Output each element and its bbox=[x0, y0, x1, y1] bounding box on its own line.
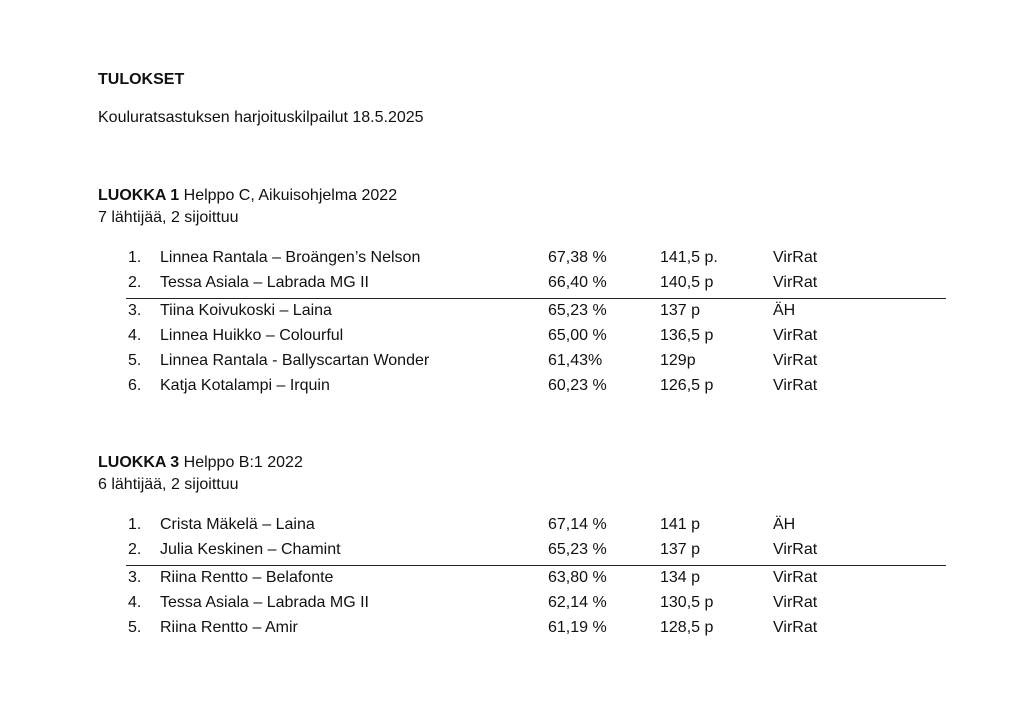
club-cell: VirRat bbox=[773, 594, 818, 611]
percentage-cell: 67,38 % bbox=[548, 249, 607, 266]
table-row bbox=[98, 593, 958, 618]
club-cell: VirRat bbox=[773, 541, 818, 558]
percentage-cell: 61,19 % bbox=[548, 619, 607, 636]
rider-horse-cell: Tiina Koivukoski – Laina bbox=[160, 302, 332, 319]
results-table bbox=[98, 515, 958, 643]
rank-cell: 4. bbox=[128, 327, 142, 344]
points-cell: 141 p bbox=[660, 516, 701, 533]
class-label: LUOKKA 1 bbox=[98, 187, 180, 204]
table-row bbox=[98, 299, 958, 326]
points-cell: 130,5 p bbox=[660, 594, 714, 611]
points-cell: 137 p bbox=[660, 541, 701, 558]
points-cell: 129p bbox=[660, 352, 696, 369]
rank-cell: 5. bbox=[128, 619, 142, 636]
table-row bbox=[98, 273, 958, 298]
percentage-cell: 65,00 % bbox=[548, 327, 607, 344]
points-cell: 126,5 p bbox=[660, 377, 714, 394]
percentage-cell: 66,40 % bbox=[548, 274, 607, 291]
rider-horse-cell: Riina Rentto – Amir bbox=[160, 619, 298, 636]
class-label: LUOKKA 3 bbox=[98, 454, 180, 471]
table-row bbox=[98, 540, 958, 565]
percentage-cell: 62,14 % bbox=[548, 594, 607, 611]
percentage-cell: 65,23 % bbox=[548, 302, 607, 319]
rider-horse-cell: Linnea Rantala – Broängen’s Nelson bbox=[160, 249, 421, 266]
rider-horse-cell: Riina Rentto – Belafonte bbox=[160, 569, 334, 586]
starters-info: 7 lähtijää, 2 sijoittuu bbox=[98, 209, 239, 226]
club-cell: VirRat bbox=[773, 352, 818, 369]
rank-cell: 2. bbox=[128, 274, 142, 291]
results-table bbox=[98, 248, 958, 401]
club-cell: VirRat bbox=[773, 274, 818, 291]
club-cell: VirRat bbox=[773, 569, 818, 586]
club-cell: VirRat bbox=[773, 377, 818, 394]
rider-horse-cell: Katja Kotalampi – Irquin bbox=[160, 377, 330, 394]
class-program: Helppo C, Aikuisohjelma 2022 bbox=[179, 187, 398, 204]
points-cell: 137 p bbox=[660, 302, 701, 319]
points-cell: 128,5 p bbox=[660, 619, 714, 636]
club-cell: ÄH bbox=[773, 516, 796, 533]
table-row bbox=[98, 515, 958, 540]
section-heading bbox=[98, 186, 958, 208]
percentage-cell: 61,43% bbox=[548, 352, 603, 369]
rider-horse-cell: Julia Keskinen – Chamint bbox=[160, 541, 341, 558]
percentage-cell: 67,14 % bbox=[548, 516, 607, 533]
points-cell: 140,5 p bbox=[660, 274, 714, 291]
rank-cell: 4. bbox=[128, 594, 142, 611]
rank-cell: 2. bbox=[128, 541, 142, 558]
rank-cell: 3. bbox=[128, 302, 142, 319]
table-row bbox=[98, 566, 958, 593]
percentage-cell: 65,23 % bbox=[548, 541, 607, 558]
points-cell: 141,5 p. bbox=[660, 249, 718, 266]
table-row bbox=[98, 326, 958, 351]
club-cell: VirRat bbox=[773, 327, 818, 344]
rider-horse-cell: Linnea Huikko – Colourful bbox=[160, 327, 344, 344]
points-cell: 134 p bbox=[660, 569, 701, 586]
club-cell: VirRat bbox=[773, 619, 818, 636]
rider-horse-cell: Crista Mäkelä – Laina bbox=[160, 516, 315, 533]
table-row bbox=[98, 351, 958, 376]
starters-info: 6 lähtijää, 2 sijoittuu bbox=[98, 476, 239, 493]
table-row bbox=[98, 618, 958, 643]
rank-cell: 6. bbox=[128, 377, 142, 394]
rank-cell: 1. bbox=[128, 249, 142, 266]
percentage-cell: 60,23 % bbox=[548, 377, 607, 394]
document-subtitle: Kouluratsastuksen harjoituskilpailut 18.5.2025 bbox=[98, 109, 424, 126]
rider-horse-cell: Tessa Asiala – Labrada MG II bbox=[160, 594, 369, 611]
class-program: Helppo B:1 2022 bbox=[179, 454, 303, 471]
rank-cell: 1. bbox=[128, 516, 142, 533]
rider-horse-cell: Linnea Rantala - Ballyscartan Wonder bbox=[160, 352, 430, 369]
rider-horse-cell: Tessa Asiala – Labrada MG II bbox=[160, 274, 369, 291]
document-title: TULOKSET bbox=[98, 71, 185, 88]
percentage-cell: 63,80 % bbox=[548, 569, 607, 586]
section-heading bbox=[98, 453, 958, 475]
rank-cell: 3. bbox=[128, 569, 142, 586]
results-section-class-3 bbox=[98, 453, 958, 643]
rank-cell: 5. bbox=[128, 352, 142, 369]
club-cell: ÄH bbox=[773, 302, 796, 319]
results-section-class-1 bbox=[98, 186, 958, 401]
points-cell: 136,5 p bbox=[660, 327, 714, 344]
table-row bbox=[98, 248, 958, 273]
club-cell: VirRat bbox=[773, 249, 818, 266]
table-row bbox=[98, 376, 958, 401]
